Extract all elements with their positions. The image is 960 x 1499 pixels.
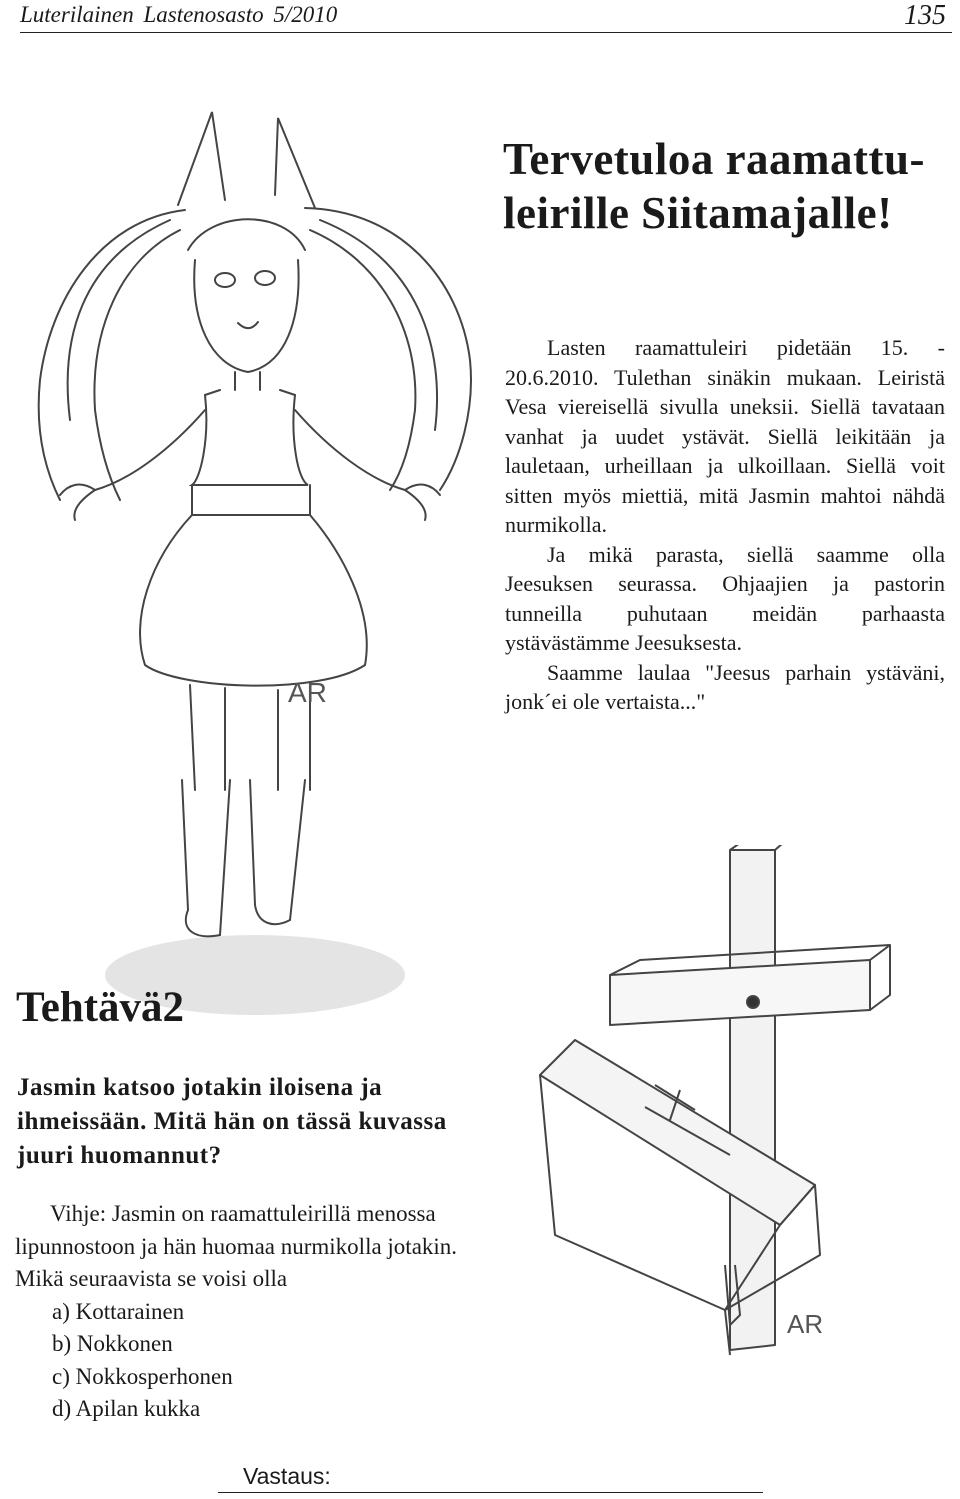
bible-signature: AR: [787, 1309, 824, 1339]
page-number: 135: [904, 0, 946, 31]
answer-line[interactable]: [218, 1462, 763, 1493]
task-question: Jasmin katsoo jotakin iloisena ja ihmeissään. Mitä hän on tässä kuvassa juuri huomannut?: [17, 1074, 447, 1169]
article-title: [503, 132, 958, 240]
paragraph-2: Ja mikä parasta, siellä saamme olla Jeesuksen seurassa. Ohjaajien ja pastorin tunneilla puhutaan meidän parhaasta ystävästämme Jeesuksesta.: [505, 541, 945, 655]
paragraph-3: Saamme laulaa "Jeesus parhain ystäväni, jonk´ei ole vertaista...": [505, 659, 945, 714]
article-body: [505, 333, 945, 717]
option-d: d) Apilan kukka: [52, 1396, 201, 1421]
option-b: b) Nokkonen: [52, 1331, 173, 1356]
title-line-1: Tervetuloa raamattu-: [503, 134, 926, 184]
cross-bible-illustration: [525, 845, 925, 1360]
paragraph-1: Lasten raamattuleiri pidetään 15. - 20.6.2010. Tulethan sinäkin mukaan. Leiristä Vesa viereisellä sivulla uneksii. Siellä tavataan vanhat ja uudet ystävät. Siellä leikitään ja lauletaan, urheillaan ja ulkoillaan. Siellä voit sitten myös miettiä, mitä Jasmin mahtoi nähdä nurmikolla.: [505, 335, 945, 537]
task-hint-block: [15, 1198, 485, 1426]
task-hint: Vihje: Jasmin on raamattuleirillä menossa lipunnostoon ja hän huomaa nurmikolla jotakin. Mikä seuraavista se voisi olla: [15, 1201, 458, 1291]
publication-title: Luterilainen Lastenosasto 5/2010: [20, 2, 338, 27]
option-a: a) Kottarainen: [52, 1298, 185, 1324]
title-line-2: leirille Siitamajalle!: [503, 188, 893, 238]
answer-label: Vastaus:: [243, 1463, 331, 1489]
option-c: c) Nokkosperhonen: [52, 1363, 233, 1389]
girl-illustration: [20, 90, 490, 1020]
task-title: Tehtävä2: [16, 984, 185, 1031]
page-header: [20, 0, 952, 33]
answer-options: [15, 1296, 485, 1426]
girl-signature: AR: [288, 677, 327, 708]
